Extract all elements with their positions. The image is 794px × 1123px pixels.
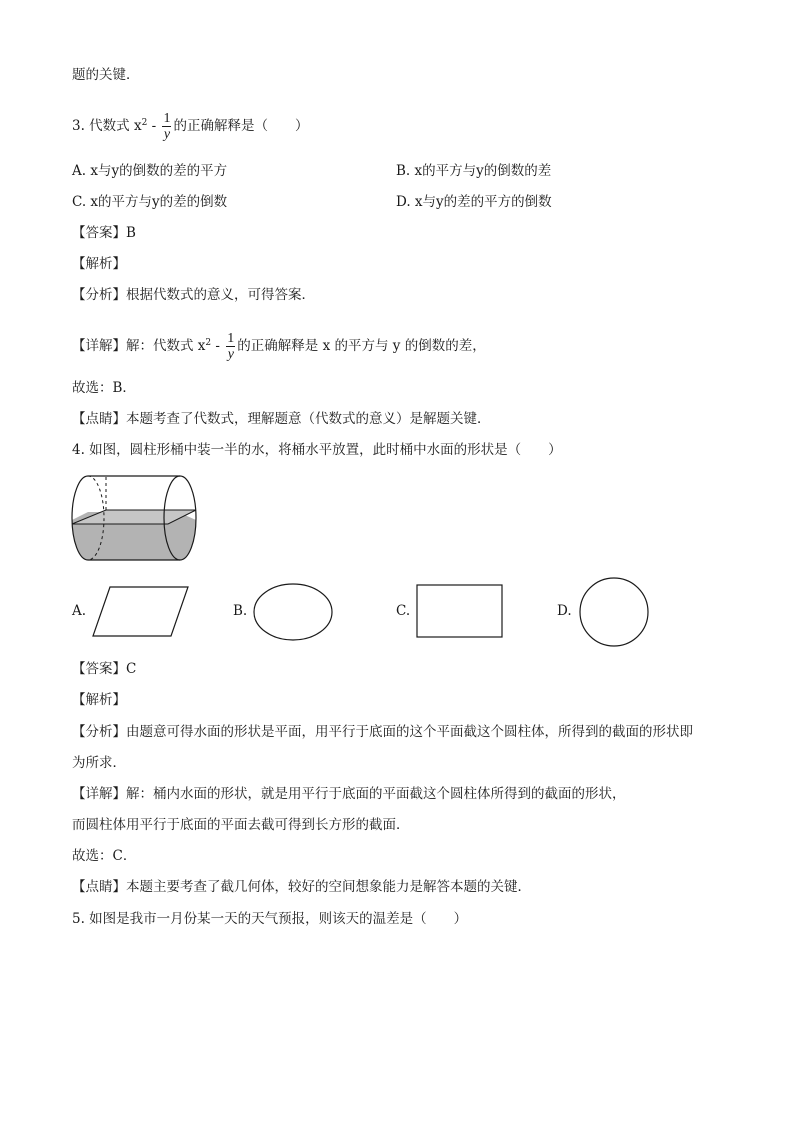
circle-shape [578,577,650,649]
q3-analysis-heading: 【解析】 [72,256,126,272]
rectangle [417,585,502,637]
question-4: 4. 如图，圆柱形桶中装一半的水，将桶水平放置，此时桶中水面的形状是（ ） [72,442,562,458]
q4-detail-line-1: 【详解】解：桶内水面的形状，就是用平行于底面的平面截这个圆柱体所得到的截面的形状， [72,786,626,802]
parallelogram-shape [92,586,190,638]
q3-denominator: y [163,127,171,142]
ellipse [254,584,332,640]
q3-numerator: 1 [163,111,171,126]
q3-detail-exponent: 2 [205,338,212,348]
q3-option-d: D. x与y的差的平方的倒数 [396,194,552,210]
q3-detail-numerator: 1 [227,331,235,346]
cylinder-figure [68,472,200,564]
q3-comment: 【点睛】本题考查了代数式，理解题意（代数式的意义）是解题关键． [72,411,491,427]
q3-detail-minus: - [211,338,225,354]
q4-comment: 【点睛】本题主要考查了截几何体，较好的空间想象能力是解答本题的关键． [72,879,531,895]
q3-option-b: B. x的平方与y的倒数的差 [396,163,552,179]
q4-choice: 故选：C． [72,848,137,864]
q3-choice: 故选：B． [72,380,136,396]
q4-option-d-label: D. [557,603,572,619]
q3-suffix: 的正确解释是（ ） [173,118,309,134]
text-line: 题的关键． [72,67,140,83]
q3-option-a: A. x与y的倒数的差的平方 [72,163,228,179]
q3-prefix: 3. 代数式 x [72,118,142,134]
ellipse-shape [252,582,334,642]
q4-option-b-label: B. [233,603,248,619]
q3-detail-prefix: 【详解】解：代数式 x [72,338,206,354]
q3-exponent: 2 [141,118,148,128]
question-3 [72,104,308,145]
circle [580,578,648,646]
q4-analysis-heading: 【解析】 [72,692,126,708]
q3-detail-fraction [226,331,235,362]
q4-analysis-line-2: 为所求． [72,755,126,771]
q3-analysis: 【分析】根据代数式的意义，可得答案． [72,287,315,303]
q4-option-a-label: A. [72,603,87,619]
q3-detail-denominator: y [227,347,234,362]
parallelogram [93,587,188,636]
rectangle-shape [416,584,504,640]
q3-detail-suffix: 的正确解释是 x 的平方与 y 的倒数的差， [237,338,486,354]
q4-answer: 【答案】C [72,661,137,677]
q4-analysis-line-1: 【分析】由题意可得水面的形状是平面，用平行于底面的这个平面截这个圆柱体，所得到的截面的形状即 [72,724,693,740]
q4-option-c-label: C. [396,603,411,619]
q3-fraction [162,111,171,142]
q4-detail-line-2: 而圆柱体用平行于底面的平面去截可得到长方形的截面． [72,817,410,833]
q3-answer: 【答案】B [72,225,136,241]
q3-minus: - [147,118,161,134]
q3-option-c: C. x的平方与y的差的倒数 [72,194,228,210]
q3-detail [72,324,486,365]
question-5: 5. 如图是我市一月份某一天的天气预报，则该天的温差是（ ） [72,911,468,927]
